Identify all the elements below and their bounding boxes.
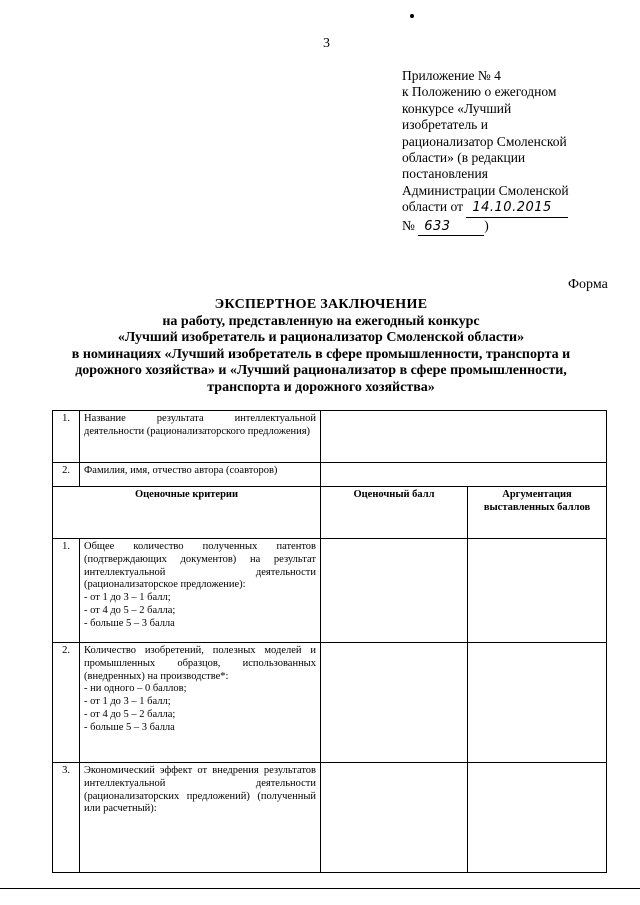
criterion-cell	[80, 539, 321, 643]
title-line: дорожного хозяйства» и «Лучший рационализатор в сфере промышленности,	[75, 363, 567, 378]
row-value-field[interactable]	[321, 411, 607, 463]
row-value-field[interactable]	[321, 463, 607, 487]
argument-field[interactable]	[468, 763, 607, 873]
score-field[interactable]	[321, 643, 468, 763]
title-line: в номинациях «Лучший изобретатель в сфере промышленности, транспорта и	[71, 346, 571, 362]
table-header-row	[53, 487, 607, 539]
row-number: 3.	[53, 763, 80, 873]
date-handwritten: 14.10.2015	[466, 200, 568, 217]
appendix-block	[402, 68, 602, 236]
scan-dot	[410, 14, 414, 18]
title-line: на работу, представленную на ежегодный конкурс	[162, 313, 480, 329]
criterion-text: Количество изобретений, полезных моделей и промышленных образцов, использованных (внедренных) на производстве*:	[84, 645, 316, 682]
appendix-number-line	[402, 218, 602, 236]
criterion-option: - от 4 до 5 – 2 балла;	[84, 604, 176, 616]
form-label: Форма	[568, 277, 608, 292]
header-criteria: Оценочные критерии	[53, 487, 321, 539]
appendix-line: конкурсе «Лучший	[402, 100, 512, 116]
criterion-cell	[80, 763, 321, 873]
appendix-line: Приложение № 4	[402, 68, 501, 83]
row-number: 1.	[53, 539, 80, 643]
table-row	[53, 763, 607, 873]
table-row	[53, 643, 607, 763]
title-heading: ЭКСПЕРТНОЕ ЗАКЛЮЧЕНИЕ	[214, 297, 428, 312]
title-line: «Лучший изобретатель и рационализатор Смоленской области»	[117, 330, 525, 345]
number-suffix: )	[484, 217, 489, 233]
row-number: 2.	[53, 643, 80, 763]
appendix-line: рационализатор Смоленской	[402, 133, 567, 149]
criterion-option: - ни одного – 0 баллов;	[84, 683, 187, 695]
table-row	[53, 539, 607, 643]
criterion-text: Экономический эффект от внедрения результатов интеллектуальной деятельности (рационализаторских предложений) (полученный или расчетный):	[84, 765, 316, 815]
document-title	[20, 297, 622, 396]
evaluation-table	[52, 410, 607, 873]
table-row	[53, 411, 607, 463]
score-field[interactable]	[321, 763, 468, 873]
number-prefix: №	[402, 217, 415, 233]
page-bottom-rule	[0, 888, 640, 889]
criterion-option: - от 4 до 5 – 2 балла;	[84, 708, 176, 720]
date-prefix: области от	[402, 199, 463, 215]
argument-field[interactable]	[468, 539, 607, 643]
appendix-line: постановления	[402, 166, 488, 182]
criterion-cell	[80, 643, 321, 763]
criterion-option: - от 1 до 3 – 1 балл;	[84, 696, 171, 708]
row-number: 2.	[53, 463, 80, 487]
header-argument: Аргументация выставленных баллов	[468, 487, 607, 539]
score-field[interactable]	[321, 539, 468, 643]
number-handwritten: 633	[418, 219, 484, 236]
page-number: 3	[323, 36, 330, 51]
criterion-option: - от 1 до 3 – 1 балл;	[84, 592, 171, 604]
title-line: транспорта и дорожного хозяйства»	[207, 379, 435, 395]
row-label: Название результата интеллектуальной деятельности (рационализаторского предложения)	[80, 411, 321, 463]
criterion-option: - больше 5 – 3 балла	[84, 617, 175, 629]
criterion-text: Общее количество полученных патентов (подтверждающих документов) на результат интеллектуальной деятельности (рационализаторское предложение):	[84, 541, 316, 591]
appendix-date-line	[402, 199, 602, 217]
appendix-line: области» (в редакции	[402, 150, 526, 166]
appendix-line: Администрации Смоленской	[402, 182, 569, 198]
appendix-line: к Положению о ежегодном	[402, 84, 557, 100]
table-row	[53, 463, 607, 487]
criterion-option: - больше 5 – 3 балла	[84, 721, 175, 733]
row-number: 1.	[53, 411, 80, 463]
row-label: Фамилия, имя, отчество автора (соавторов)	[80, 463, 321, 487]
header-score: Оценочный балл	[321, 487, 468, 539]
argument-field[interactable]	[468, 643, 607, 763]
appendix-line: изобретатель и	[402, 117, 488, 133]
